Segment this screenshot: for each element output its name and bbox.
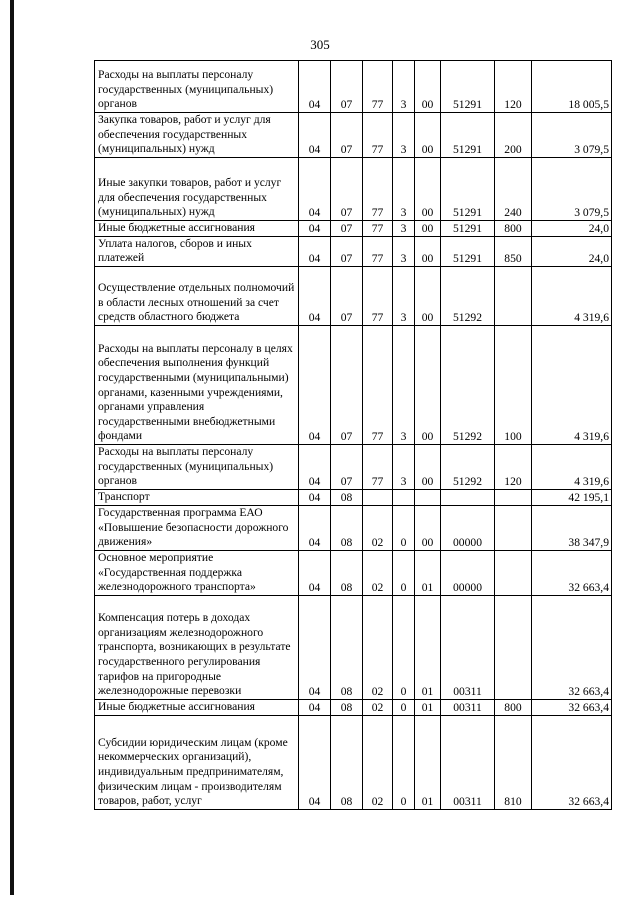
cell-p3: 00 <box>415 236 441 266</box>
cell-p3: 01 <box>415 550 441 595</box>
cell-sum: 3 079,5 <box>532 113 612 158</box>
table-row <box>95 157 612 220</box>
cell-vr: 850 <box>495 236 532 266</box>
cell-name: Транспорт <box>95 489 299 505</box>
cell-p1 <box>363 489 393 505</box>
budget-table <box>94 60 612 810</box>
cell-name: Субсидии юридическим лицам (кроме некоммерческих организаций), индивидуальным предпринимателям, физическим лицам - производителям товаров, работ, услуг <box>95 715 299 809</box>
cell-name: Основное мероприятие «Государственная поддержка железнодорожного транспорта» <box>95 550 299 595</box>
cell-p4: 51291 <box>441 113 495 158</box>
cell-pr: 07 <box>331 157 363 220</box>
cell-name: Расходы на выплаты персоналу в целях обеспечения выполнения функций государственными (муниципальными) органами, казенными учреждениями, органами управления государственными внебюджетными фондами <box>95 325 299 444</box>
cell-name: Иные бюджетные ассигнования <box>95 220 299 236</box>
cell-p4 <box>441 489 495 505</box>
cell-name: Расходы на выплаты персоналу государственных (муниципальных) органов <box>95 61 299 113</box>
table-row <box>95 61 612 113</box>
cell-rz: 04 <box>299 61 331 113</box>
cell-sum: 38 347,9 <box>532 505 612 550</box>
cell-rz: 04 <box>299 220 331 236</box>
cell-p3: 01 <box>415 699 441 715</box>
cell-vr: 800 <box>495 699 532 715</box>
cell-p2: 0 <box>393 595 415 699</box>
cell-p3 <box>415 489 441 505</box>
cell-p3: 00 <box>415 113 441 158</box>
cell-sum: 4 319,6 <box>532 325 612 444</box>
cell-p1: 77 <box>363 444 393 489</box>
cell-name: Государственная программа ЕАО «Повышение безопасности дорожного движения» <box>95 505 299 550</box>
table-row <box>95 550 612 595</box>
cell-p4: 51291 <box>441 157 495 220</box>
table-row <box>95 715 612 809</box>
table-row <box>95 266 612 325</box>
cell-p4: 51291 <box>441 220 495 236</box>
cell-p2: 0 <box>393 505 415 550</box>
budget-table-body <box>95 61 612 810</box>
cell-p2: 3 <box>393 113 415 158</box>
cell-pr: 07 <box>331 444 363 489</box>
cell-p2: 0 <box>393 715 415 809</box>
table-row <box>95 220 612 236</box>
cell-sum: 32 663,4 <box>532 699 612 715</box>
cell-p4: 51292 <box>441 325 495 444</box>
table-row <box>95 236 612 266</box>
cell-rz: 04 <box>299 550 331 595</box>
cell-sum: 32 663,4 <box>532 715 612 809</box>
cell-p2 <box>393 489 415 505</box>
cell-p4: 00000 <box>441 550 495 595</box>
cell-pr: 08 <box>331 550 363 595</box>
cell-sum: 42 195,1 <box>532 489 612 505</box>
cell-name: Закупка товаров, работ и услуг для обеспечения государственных (муниципальных) нужд <box>95 113 299 158</box>
cell-name: Уплата налогов, сборов и иных платежей <box>95 236 299 266</box>
cell-vr: 800 <box>495 220 532 236</box>
cell-name: Расходы на выплаты персоналу государственных (муниципальных) органов <box>95 444 299 489</box>
cell-rz: 04 <box>299 113 331 158</box>
cell-vr: 100 <box>495 325 532 444</box>
cell-rz: 04 <box>299 266 331 325</box>
cell-p3: 00 <box>415 61 441 113</box>
cell-pr: 07 <box>331 325 363 444</box>
cell-p3: 00 <box>415 444 441 489</box>
cell-p1: 77 <box>363 113 393 158</box>
cell-p3: 00 <box>415 266 441 325</box>
cell-p1: 77 <box>363 266 393 325</box>
cell-sum: 32 663,4 <box>532 550 612 595</box>
cell-vr: 120 <box>495 444 532 489</box>
cell-rz: 04 <box>299 699 331 715</box>
cell-p4: 00311 <box>441 699 495 715</box>
table-row <box>95 489 612 505</box>
cell-p4: 51291 <box>441 61 495 113</box>
cell-pr: 08 <box>331 489 363 505</box>
cell-sum: 32 663,4 <box>532 595 612 699</box>
cell-pr: 07 <box>331 236 363 266</box>
cell-p4: 51292 <box>441 444 495 489</box>
cell-p3: 01 <box>415 595 441 699</box>
cell-p4: 00311 <box>441 595 495 699</box>
cell-p1: 77 <box>363 325 393 444</box>
cell-p2: 3 <box>393 266 415 325</box>
cell-rz: 04 <box>299 157 331 220</box>
cell-pr: 07 <box>331 220 363 236</box>
cell-p1: 02 <box>363 595 393 699</box>
cell-vr <box>495 489 532 505</box>
cell-p1: 02 <box>363 715 393 809</box>
cell-vr: 810 <box>495 715 532 809</box>
cell-p2: 3 <box>393 220 415 236</box>
cell-sum: 3 079,5 <box>532 157 612 220</box>
cell-pr: 08 <box>331 505 363 550</box>
table-row <box>95 325 612 444</box>
cell-sum: 24,0 <box>532 236 612 266</box>
cell-rz: 04 <box>299 505 331 550</box>
table-row <box>95 505 612 550</box>
cell-rz: 04 <box>299 325 331 444</box>
cell-p3: 00 <box>415 325 441 444</box>
cell-sum: 18 005,5 <box>532 61 612 113</box>
cell-p1: 77 <box>363 61 393 113</box>
cell-p2: 3 <box>393 61 415 113</box>
cell-p3: 01 <box>415 715 441 809</box>
page-edge-bar <box>10 0 14 895</box>
cell-pr: 08 <box>331 595 363 699</box>
cell-p1: 77 <box>363 220 393 236</box>
cell-p2: 3 <box>393 157 415 220</box>
cell-p4: 51291 <box>441 236 495 266</box>
cell-p1: 02 <box>363 550 393 595</box>
table-row <box>95 699 612 715</box>
cell-p1: 77 <box>363 236 393 266</box>
cell-p2: 3 <box>393 444 415 489</box>
cell-p2: 0 <box>393 550 415 595</box>
cell-p3: 00 <box>415 505 441 550</box>
cell-sum: 24,0 <box>532 220 612 236</box>
cell-p4: 00000 <box>441 505 495 550</box>
cell-vr: 120 <box>495 61 532 113</box>
cell-vr: 240 <box>495 157 532 220</box>
cell-sum: 4 319,6 <box>532 444 612 489</box>
cell-p1: 02 <box>363 505 393 550</box>
page-number: 305 <box>310 37 330 52</box>
table-row <box>95 113 612 158</box>
cell-rz: 04 <box>299 236 331 266</box>
cell-rz: 04 <box>299 595 331 699</box>
cell-pr: 08 <box>331 699 363 715</box>
cell-p3: 00 <box>415 157 441 220</box>
cell-vr <box>495 505 532 550</box>
cell-p4: 00311 <box>441 715 495 809</box>
cell-pr: 07 <box>331 113 363 158</box>
cell-vr <box>495 550 532 595</box>
cell-p1: 77 <box>363 157 393 220</box>
cell-sum: 4 319,6 <box>532 266 612 325</box>
cell-p2: 3 <box>393 236 415 266</box>
cell-name: Иные бюджетные ассигнования <box>95 699 299 715</box>
cell-vr <box>495 595 532 699</box>
cell-rz: 04 <box>299 715 331 809</box>
cell-vr: 200 <box>495 113 532 158</box>
cell-p4: 51292 <box>441 266 495 325</box>
table-row <box>95 595 612 699</box>
cell-p1: 02 <box>363 699 393 715</box>
cell-p2: 3 <box>393 325 415 444</box>
table-row <box>95 444 612 489</box>
cell-rz: 04 <box>299 489 331 505</box>
cell-name: Иные закупки товаров, работ и услуг для обеспечения государственных (муниципальных) нужд <box>95 157 299 220</box>
cell-pr: 07 <box>331 61 363 113</box>
cell-p2: 0 <box>393 699 415 715</box>
cell-name: Компенсация потерь в доходах организациям железнодорожного транспорта, возникающих в результате государственного регулирования тарифов на пригородные железнодорожные перевозки <box>95 595 299 699</box>
cell-p3: 00 <box>415 220 441 236</box>
cell-pr: 08 <box>331 715 363 809</box>
cell-rz: 04 <box>299 444 331 489</box>
cell-name: Осуществление отдельных полномочий в области лесных отношений за счет средств областного бюджета <box>95 266 299 325</box>
cell-vr <box>495 266 532 325</box>
cell-pr: 07 <box>331 266 363 325</box>
